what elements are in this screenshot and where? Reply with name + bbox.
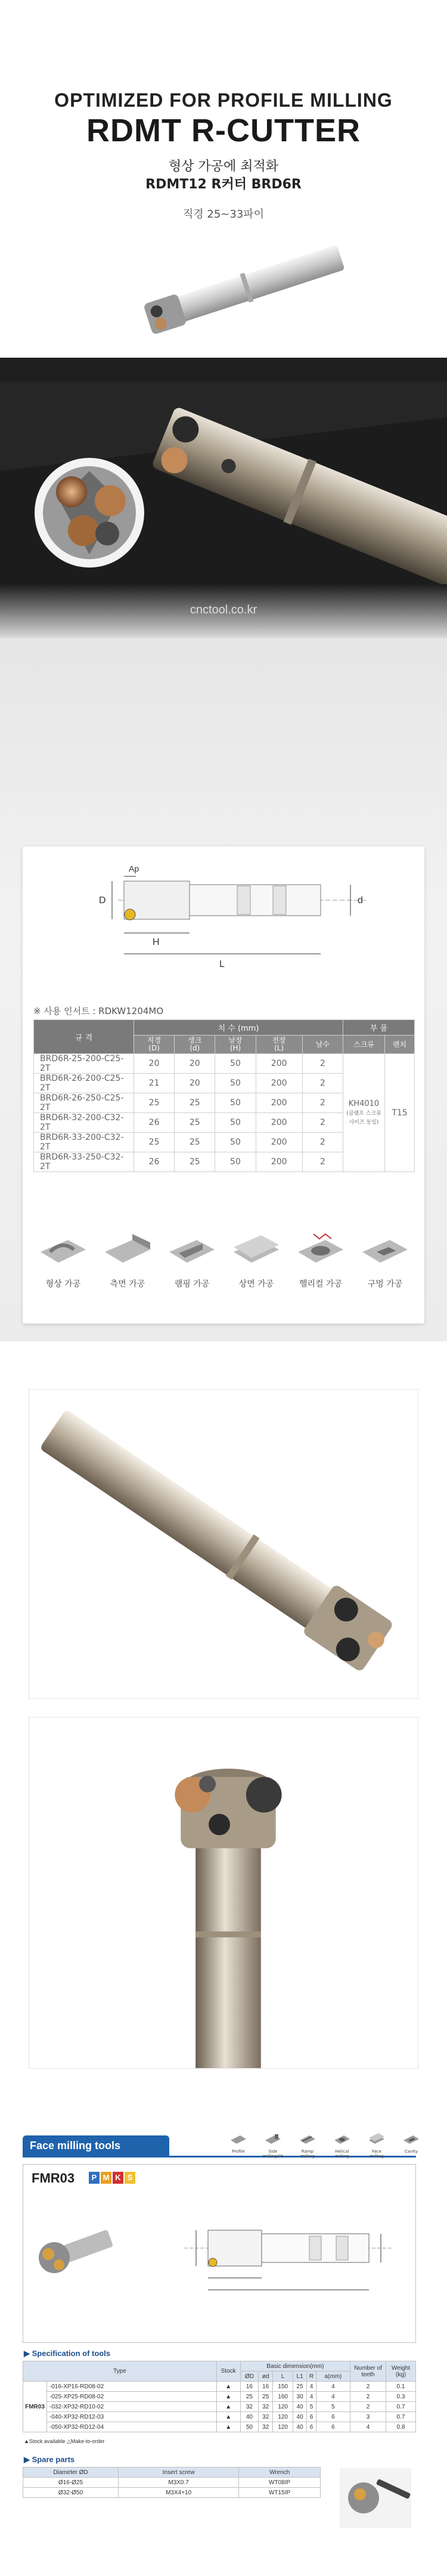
grade-M: M	[101, 2172, 111, 2184]
model-header: 규 격	[34, 1020, 134, 1054]
catalog-dimension-diagram	[172, 2200, 405, 2308]
grade-S: S	[125, 2172, 135, 2184]
table-row: BRD6R-26-250-C25-2T 25 25 50 200 2	[34, 1093, 415, 1113]
operation-side: 측면 가공	[98, 1228, 157, 1303]
hero-subtitle: OPTIMIZED FOR PROFILE MILLING	[54, 89, 393, 111]
website-url[interactable]: cnctool.co.kr	[190, 603, 257, 616]
face-milling-icon	[231, 1228, 281, 1270]
spare-parts-title: ▶ Spare parts	[24, 2455, 75, 2464]
spec-section-title: ▶ Specification of tools	[24, 2349, 111, 2358]
profile-milling-icon	[38, 1228, 88, 1270]
catalog-tag: Face milling tools	[23, 2135, 169, 2156]
insert-info: ※ 사용 인서트 : RDKW1204MO	[33, 1006, 164, 1016]
catalog-section	[0, 2128, 447, 2576]
table-row: -025-XP25-RD08-02 ▲ 25 25 160 30 4 4 2 0.3	[23, 2392, 416, 2402]
wrench-cell: T15	[385, 1054, 415, 1172]
cat-icon-face: Face milling	[365, 2133, 389, 2162]
operation-ramping: 램핑 가공	[162, 1228, 222, 1303]
side-milling-icon	[264, 2133, 282, 2145]
cat-icon-ramp: Ramp milling	[296, 2133, 319, 2162]
flutes-header: 날수	[302, 1036, 343, 1054]
spare-parts-table: Diameter ØD Insert screw Wrench Ø16-Ø25 M3X0.7 WT08IP Ø32-Ø50 M3X4+10 WT15IP	[23, 2467, 321, 2498]
screw-cell: KH4010 (클램프 스크류 사이즈 동일)	[343, 1054, 385, 1172]
H-label: H	[153, 937, 160, 947]
operation-cavity: 구멍 가공	[355, 1228, 415, 1303]
table-row: BRD6R-33-250-C32-2T 26 25 50 200 2	[34, 1152, 415, 1172]
hero-diameter-range: 직경 25~33파이	[182, 208, 265, 221]
hero-product-name: RDMT12 R커터 BRD6R	[145, 177, 302, 192]
wrench-header: 렌치	[385, 1036, 415, 1054]
catalog-operation-icons	[226, 2133, 423, 2162]
cat-icon-profile: Profile	[226, 2133, 250, 2162]
total-header: 전장 (L)	[256, 1036, 302, 1054]
L-label: L	[219, 959, 225, 969]
cat-icon-helical: Helical milling	[330, 2133, 354, 2162]
hero-tagline: 형상 가공에 최적화	[168, 159, 278, 174]
diameter-header: 직경 (D)	[134, 1036, 175, 1054]
grade-badges	[89, 2172, 135, 2184]
spare-parts-photo	[334, 2462, 417, 2534]
stock-legend: ▲Stock available △Make-to-order	[24, 2438, 105, 2444]
D-label: D	[99, 895, 106, 906]
neck-header: 날장 (H)	[215, 1036, 256, 1054]
banner-product-photo	[0, 382, 447, 584]
face-icon	[368, 2133, 386, 2145]
product-photo-2-section	[0, 1717, 447, 2069]
operation-helical: 헬리컬 가공	[291, 1228, 350, 1303]
screw-header: 스크류	[343, 1036, 385, 1054]
operation-face: 상면 가공	[226, 1228, 286, 1303]
tool-dimension-diagram	[88, 858, 398, 972]
table-row: -050-XP32-RD12-04 ▲ 50 32 120 40 6 6 4 0.8	[23, 2422, 416, 2432]
cat-icon-side: Side milling/Sh	[261, 2133, 285, 2162]
table-row: BRD6R-25-200-C25-2T 20 20 50 200 2 KH4010 (클램프 스크류 사이즈 동일) T15	[34, 1054, 415, 1074]
product-photo-1-section	[0, 1389, 447, 1699]
cavity-icon	[402, 2133, 420, 2145]
ap-label: Ap	[129, 864, 139, 873]
table-row: -032-XP32-RD10-02 ▲ 32 32 120 40 5 5 2 0.7	[23, 2402, 416, 2412]
catalog-spec-table: Type Stock Basic dimension(mm) Number of teeth Weight (kg) ØD ød L L1 R a(mm) FMR03 -016-XP16-RD08-02 ▲ 16 16 150 25 4 4 2 0.1 -025-XP25-RD08-02 ▲ 25 25 160 30 4 4 2 0.3 -032-XP32-RD10-02 ▲ 32 32 120 40 5 5 2 0.7 -040-XP32-RD12-03 ▲ 40 32 120 40 6 6 3 0.7 -050-XP32-RD12-04 ▲ 50 32 120 40 6 6 4 0.8	[23, 2361, 416, 2432]
operations-row	[33, 1228, 415, 1303]
table-row: -040-XP32-RD12-03 ▲ 40 32 120 40 6 6 3 0.7	[23, 2412, 416, 2422]
table-row: Ø32-Ø50 M3X4+10 WT15IP	[23, 2488, 321, 2498]
helical-icon	[333, 2133, 351, 2145]
operation-profile: 형상 가공	[33, 1228, 93, 1303]
table-row: FMR03 -016-XP16-RD08-02 ▲ 16 16 150 25 4 4 2 0.1	[23, 2382, 416, 2392]
ramping-icon	[167, 1228, 217, 1270]
catalog-tool-photo	[29, 2200, 119, 2290]
catalog-product-box	[23, 2164, 416, 2343]
side-milling-icon	[103, 1228, 153, 1270]
table-row: BRD6R-26-200-C25-2T 21 20 50 200 2	[34, 1074, 415, 1093]
parts-header: 부 품	[343, 1020, 415, 1036]
table-row: Ø16-Ø25 M3X0.7 WT08IP	[23, 2478, 321, 2488]
hero-section	[0, 0, 447, 382]
grade-K: K	[113, 2172, 123, 2184]
profile-icon	[229, 2133, 247, 2145]
grade-P: P	[89, 2172, 100, 2184]
cavity-milling-icon	[360, 1228, 410, 1270]
product-photo-1	[29, 1389, 418, 1699]
dims-header: 치 수 (mm)	[134, 1020, 343, 1036]
hero-title: RDMT R-CUTTER	[86, 113, 361, 148]
banner-section	[0, 382, 447, 584]
table-row: BRD6R-32-200-C32-2T 26 25 50 200 2	[34, 1113, 415, 1133]
d-label: d	[358, 895, 363, 906]
product-photo-2	[29, 1717, 418, 2069]
spec-table	[33, 1019, 415, 1172]
hero-tool-image	[119, 238, 358, 340]
ramp-icon	[299, 2133, 316, 2145]
shank-header: 생크 (d)	[175, 1036, 215, 1054]
cat-icon-cavity: Cavity	[399, 2133, 423, 2162]
helical-milling-icon	[296, 1228, 346, 1270]
catalog-model-name: FMR03	[32, 2171, 75, 2186]
spec-card	[23, 847, 424, 1323]
table-row: BRD6R-33-200-C32-2T 25 25 50 200 2	[34, 1133, 415, 1152]
